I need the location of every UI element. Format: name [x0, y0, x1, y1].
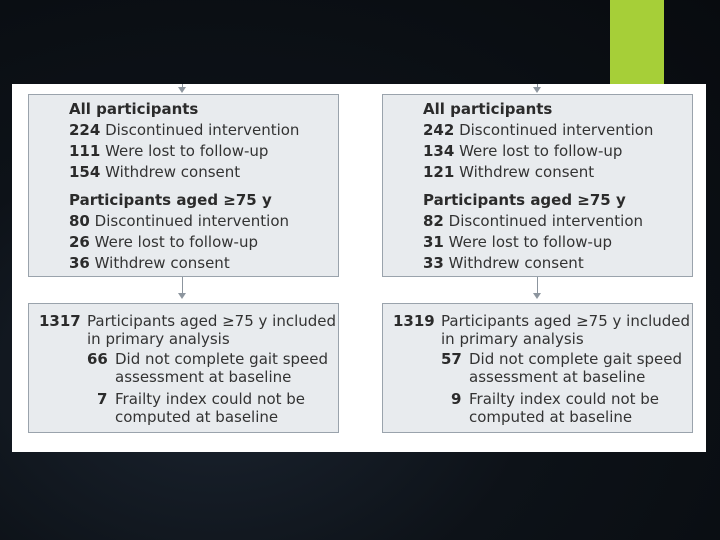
- right-sub1-line2: assessment at baseline: [469, 368, 646, 386]
- count: 134: [423, 142, 455, 160]
- label: Withdrew consent: [94, 254, 230, 272]
- flow-diagram-panel: [12, 84, 706, 452]
- left-sub2-line2: computed at baseline: [115, 408, 279, 426]
- label: Were lost to follow-up: [94, 233, 258, 251]
- left-aged-item-2: [69, 232, 258, 253]
- right-arrow-mid: [533, 293, 541, 299]
- left-sub2-line1: Frailty index could not be: [115, 390, 306, 408]
- right-exclusion-box: [382, 94, 693, 277]
- left-arrow-mid: [178, 293, 186, 299]
- right-aged-item-2: [423, 232, 612, 253]
- right-sub1-line1: Did not complete gait speed: [469, 350, 683, 368]
- left-connector-mid: [182, 277, 183, 293]
- count: 111: [69, 142, 101, 160]
- left-aged-item-3: [69, 253, 230, 274]
- right-all-item-3: [423, 162, 594, 183]
- count: 242: [423, 121, 455, 139]
- accent-bar: [610, 0, 664, 84]
- label: Discontinued intervention: [105, 121, 300, 139]
- count: 26: [69, 233, 90, 251]
- left-sub1-line1: Did not complete gait speed: [115, 350, 329, 368]
- right-main-line2: in primary analysis: [441, 330, 584, 348]
- left-sub1-line2: assessment at baseline: [115, 368, 292, 386]
- right-sub2-line1: Frailty index could not be: [469, 390, 660, 408]
- right-main-line1: Participants aged ≥75 y included: [441, 312, 691, 330]
- right-all-item-2: [423, 141, 622, 162]
- right-aged-item-3: [423, 253, 584, 274]
- left-arrow-top: [178, 87, 186, 93]
- right-aged-header: Participants aged ≥75 y: [423, 191, 626, 209]
- right-all-participants-header: All participants: [423, 100, 553, 118]
- label: Were lost to follow-up: [105, 142, 269, 160]
- left-main-count: 1317: [39, 312, 81, 330]
- label: Withdrew consent: [448, 254, 584, 272]
- right-sub2-count: 9: [451, 390, 462, 408]
- left-exclusion-box: [28, 94, 339, 277]
- count: 121: [423, 163, 455, 181]
- label: Were lost to follow-up: [459, 142, 623, 160]
- left-sub2-count: 7: [97, 390, 108, 408]
- left-main-line2: in primary analysis: [87, 330, 230, 348]
- right-sub1-count: 57: [441, 350, 462, 368]
- label: Discontinued intervention: [459, 121, 654, 139]
- left-all-item-2: [69, 141, 268, 162]
- right-arrow-top: [533, 87, 541, 93]
- count: 31: [423, 233, 444, 251]
- count: 36: [69, 254, 90, 272]
- right-sub2-line2: computed at baseline: [469, 408, 633, 426]
- right-aged-item-1: [423, 211, 643, 232]
- left-main-line1: Participants aged ≥75 y included: [87, 312, 337, 330]
- count: 224: [69, 121, 101, 139]
- count: 82: [423, 212, 444, 230]
- right-all-item-1: [423, 120, 653, 141]
- label: Were lost to follow-up: [448, 233, 612, 251]
- right-main-count: 1319: [393, 312, 435, 330]
- label: Withdrew consent: [105, 163, 241, 181]
- left-aged-item-1: [69, 211, 289, 232]
- label: Withdrew consent: [459, 163, 595, 181]
- label: Discontinued intervention: [94, 212, 289, 230]
- right-connector-mid: [537, 277, 538, 293]
- left-analysis-box: [28, 303, 339, 433]
- label: Discontinued intervention: [448, 212, 643, 230]
- count: 154: [69, 163, 101, 181]
- count: 80: [69, 212, 90, 230]
- left-sub1-count: 66: [87, 350, 108, 368]
- count: 33: [423, 254, 444, 272]
- left-all-item-1: [69, 120, 299, 141]
- left-all-participants-header: All participants: [69, 100, 199, 118]
- left-aged-header: Participants aged ≥75 y: [69, 191, 272, 209]
- left-all-item-3: [69, 162, 240, 183]
- right-analysis-box: [382, 303, 693, 433]
